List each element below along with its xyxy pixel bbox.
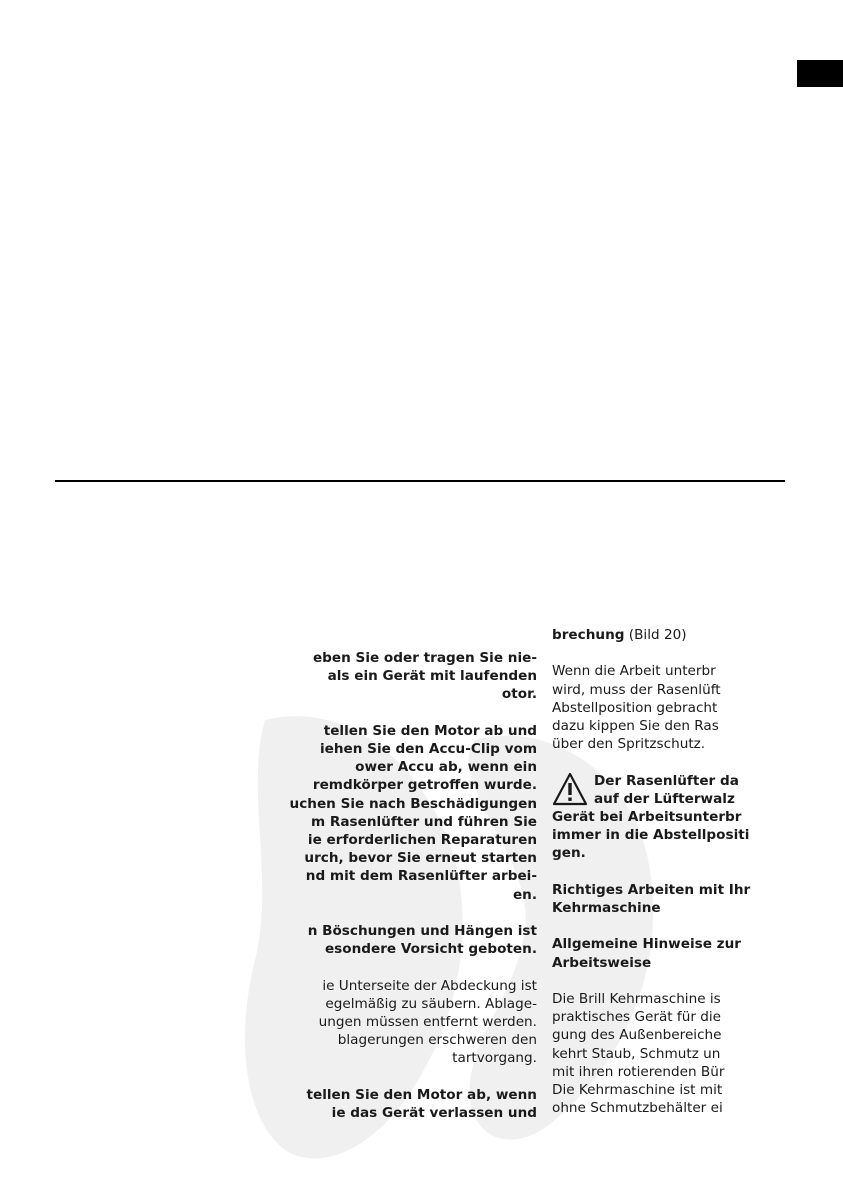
middle-text-column	[281, 649, 537, 1122]
text-line	[281, 958, 537, 976]
text-line: wird, muss der Rasenlüft	[552, 681, 721, 698]
language-tab-marker	[797, 60, 843, 87]
text-line	[281, 1068, 537, 1086]
text-line: über den Spritzschutz.	[552, 736, 706, 753]
text-line: als ein Gerät mit laufenden	[327, 668, 537, 685]
text-line: eben Sie oder tragen Sie nie-	[312, 650, 537, 666]
text-line: tartvorgang.	[452, 1050, 537, 1067]
text-line: gen.	[552, 845, 586, 862]
text-line: otor.	[501, 686, 537, 703]
warning-block	[552, 772, 843, 863]
text-line: remdkörper getroffen wurde.	[312, 777, 537, 794]
text-line: Die Kehrmaschine ist mit	[552, 1082, 723, 1098]
text-line: Arbeitsweise	[552, 954, 652, 971]
paragraph-pause	[552, 662, 843, 753]
section-heading	[552, 881, 843, 917]
text-line: Allgemeine Hinweise zur	[552, 936, 741, 953]
text-line: ie das Gerät verlassen und	[331, 1105, 537, 1122]
text-line: ower Accu ab, wenn ein	[355, 759, 537, 776]
text-line: mit ihren rotierenden Bür	[552, 1063, 725, 1080]
horizontal-rule	[55, 480, 785, 482]
text-line: Gerät bei Arbeitsunterbr	[552, 809, 742, 825]
text-line: Wenn die Arbeit unterbr	[552, 663, 716, 680]
text-line: esondere Vorsicht geboten.	[324, 941, 537, 958]
text-line: m Rasenlüfter und führen Sie	[310, 813, 537, 830]
text-line: tellen Sie den Motor ab und	[323, 722, 537, 739]
right-text-column	[552, 626, 843, 1117]
text-line: Die Brill Kehrmaschine is	[552, 990, 721, 1007]
text-line	[281, 704, 537, 722]
text-line: Kehrmaschine	[552, 900, 661, 916]
text-line: immer in die Abstellpositi	[552, 827, 750, 844]
text-line: Richtiges Arbeiten mit Ihr	[552, 881, 751, 898]
text-line: kehrt Staub, Schmutz un	[552, 1045, 721, 1062]
text-line: nd mit dem Rasenlüfter arbei-	[305, 868, 537, 885]
text-line: praktisches Gerät für die	[552, 1009, 722, 1026]
text-line: ohne Schmutzbehälter ei	[552, 1100, 723, 1117]
warning-triangle-icon	[552, 772, 588, 806]
text-line: ungen müssen entfernt werden.	[318, 1014, 537, 1031]
text-line: Der Rasenlüfter da	[594, 772, 739, 789]
text-line: en.	[512, 886, 537, 903]
text-line: auf der Lüfterwalz	[594, 790, 735, 807]
text-line: egelmäßig zu säubern. Ablage-	[325, 995, 537, 1012]
text-line: tellen Sie den Motor ab, wenn	[306, 1086, 537, 1103]
text-line: blagerungen erschweren den	[337, 1032, 537, 1049]
text-line: iehen Sie den Accu-Clip vom	[319, 741, 537, 758]
text-line: n Böschungen und Hängen ist	[307, 923, 537, 940]
right-heading: brechung (Bild 20)	[552, 627, 687, 643]
text-line: ie erforderlichen Reparaturen	[307, 832, 537, 849]
text-line: dazu kippen Sie den Ras	[552, 718, 719, 734]
text-line: urch, bevor Sie erneut starten	[304, 850, 537, 867]
sub-heading	[552, 935, 843, 971]
paragraph-sweeper	[552, 990, 843, 1117]
text-line: gung des Außenbereiche	[552, 1027, 722, 1044]
text-line: Abstellposition gebracht	[552, 699, 718, 716]
text-line: uchen Sie nach Beschädigungen	[289, 795, 537, 812]
text-line: ie Unterseite der Abdeckung ist	[322, 977, 537, 994]
text-line	[281, 904, 537, 922]
